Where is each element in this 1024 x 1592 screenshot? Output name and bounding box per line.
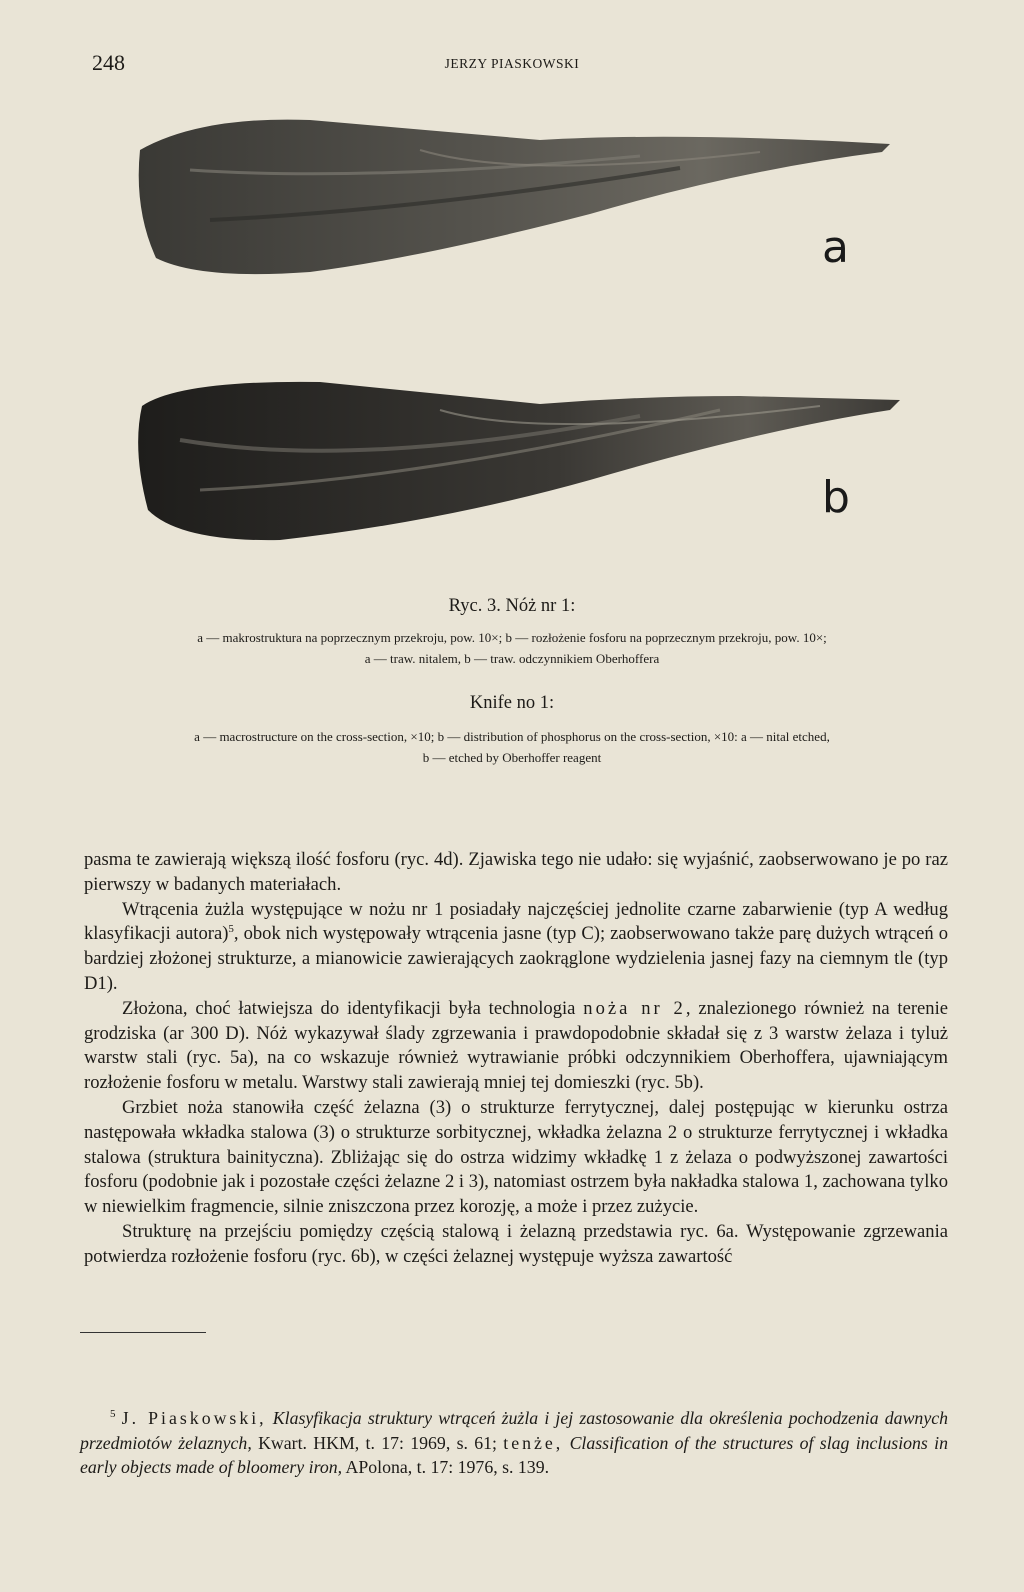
panel-label-a: a bbox=[822, 222, 849, 273]
body-text bbox=[84, 848, 948, 1270]
spaced-emphasis: noża nr 2 bbox=[583, 997, 686, 1019]
footnote-title-en: Classification of the structures of slag inclusions in early objects made of bloomery iron, bbox=[80, 1432, 948, 1478]
paragraph: Strukturę na przejściu pomiędzy częścią stalową i żelazną przedstawia ryc. 6a. Występowanie zgrzewania potwierdza rozłożenie fosforu (ryc. 6b), w części żelaznej występuje wyższa zawartość bbox=[84, 1220, 948, 1267]
footnote-ref[interactable]: 5 bbox=[228, 923, 234, 936]
page-header bbox=[92, 50, 932, 80]
caption-pl-line-2: a — traw. nitalem, b — traw. odczynnikiem Oberhoffera bbox=[364, 651, 660, 666]
text-run: Wtrącenia żużla występujące w nożu nr 1 posiadały najczęściej jednolite czarne zabarwienie (typ A według klasyfikacji autora) bbox=[84, 898, 948, 945]
paragraph bbox=[84, 997, 948, 1096]
caption-pl-line-1: a — makrostruktura na poprzecznym przekroju, pow. 10×; b — rozłożenie fosforu na poprzecznym przekroju, pow. 10×; bbox=[197, 630, 827, 645]
footnote-divider bbox=[80, 1332, 206, 1333]
figure-knife-cross-sections bbox=[120, 110, 940, 580]
paragraph bbox=[84, 898, 948, 997]
paragraph: Grzbiet noża stanowiła część żelazna (3) o strukturze ferrytycznej, dalej postępując w kierunku ostrza następowała wkładka stalowa (3) o strukturze sorbitycznej, wkładka żelazna 2 o strukturze ferrytycznej i wkładka stalowa (struktura bainityczna). Zbliżając się do ostrza widzimy wkładkę 1 z żelaza o podwyższonej zawartości fosforu (podobnie jak i pozostałe części żelazne 2 i 3), natomiast ostrzem była nakładka stalowa 1, zachowana tylko w niewielkim fragmencie, silnie zniszczona przez korozję, a może i przez zużycie. bbox=[84, 1096, 948, 1218]
figure-caption bbox=[82, 596, 942, 768]
running-head: JERZY PIASKOWSKI bbox=[444, 56, 580, 71]
footnote-ref-2: APolona, t. 17: 1976, s. 139. bbox=[342, 1457, 550, 1478]
text-run: , obok nich występowały wtrącenia jasne (typ C); zaobserwowano także parę dużych wtrąceń o bardziej złożonej strukturze, a mianowicie zawierających zaokrąglone wydzielenia jasnej fazy na ciemnym tle (typ D1). bbox=[84, 923, 948, 994]
footnote-author: J. Piaskowski, bbox=[121, 1408, 267, 1428]
caption-en-line-2: b — etched by Oberhoffer reagent bbox=[422, 750, 602, 765]
footnote bbox=[80, 1406, 948, 1480]
page-number: 248 bbox=[92, 50, 125, 75]
footnote-ref-1: Kwart. HKM, t. 17: 1969, s. 61; bbox=[251, 1432, 504, 1453]
footnote-title-pl: Klasyfikacja struktury wtrąceń żużla i jej zastosowanie dla określenia pochodzenia dawnych przedmiotów żelaznych, bbox=[80, 1408, 948, 1453]
paragraph: pasma te zawierają większą ilość fosforu (ryc. 4d). Zjawiska tego nie udało: się wyjaśnić, zaobserwowano je po raz pierwszy w badanych materiałach. bbox=[84, 849, 948, 895]
footnote-number: 5 bbox=[110, 1408, 116, 1420]
text-run: Złożona, choć łatwiejsza do identyfikacji była technologia bbox=[122, 997, 584, 1019]
footnote-tenze: tenże, bbox=[503, 1432, 564, 1453]
cross-section-a bbox=[139, 120, 890, 275]
cross-section-b bbox=[138, 382, 900, 540]
caption-en-line-1: a — macrostructure on the cross-section, ×10; b — distribution of phosphorus on the cross-section, ×10: a — nital etched, bbox=[194, 729, 830, 744]
panel-label-b: b bbox=[822, 472, 850, 523]
caption-title-en: Knife no 1: bbox=[469, 693, 555, 713]
caption-title-pl: Ryc. 3. Nóż nr 1: bbox=[448, 596, 576, 616]
text-run: , znalezionego również na terenie grodziska (ar 300 D). Nóż wykazywał ślady zgrzewania i prawdopodobnie składał się z 3 warstw żelaza i tyluż warstw stali (ryc. 5a), na co wskazuje również wytrawianie próbki odczynnikiem Oberhoffera, ujawniającym rozłożenie fosforu w metalu. Warstwy stali zawierają mniej tej domieszki (ryc. 5b). bbox=[84, 997, 948, 1094]
footnote-text bbox=[80, 1406, 948, 1480]
